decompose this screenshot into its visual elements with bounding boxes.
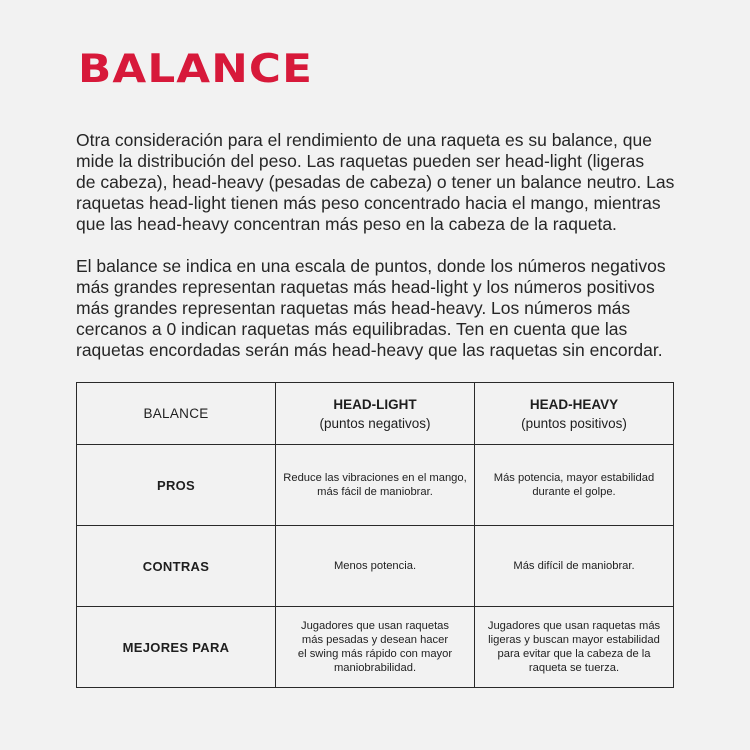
text-line: raquetas encordadas serán más head-heavy que las raquetas sin encordar. [76, 340, 663, 360]
cell-contras-head-heavy [475, 526, 674, 607]
cell-pros-head-light [276, 445, 475, 526]
cell-line: Menos potencia. [333, 560, 417, 572]
table-row-mejores-para [77, 607, 674, 688]
text-line: cercanos a 0 indican raquetas más equilibradas. Ten en cuenta que las [76, 319, 628, 339]
header-head-heavy-subtitle: (puntos positivos) [521, 415, 627, 431]
cell-mejores-head-heavy [475, 607, 674, 688]
cell-line: Más potencia, mayor estabilidad [493, 472, 655, 484]
text-line: más grandes representan raquetas más head-heavy. Los números más [76, 298, 631, 318]
cell-line: Reduce las vibraciones en el mango, [283, 472, 467, 484]
cell-line: para evitar que la cabeza de la [497, 648, 651, 660]
cell-line: Más difícil de maniobrar. [513, 560, 635, 572]
row-label-pros: PROS [77, 445, 276, 526]
row-label-mejores-para: MEJORES PARA [77, 607, 276, 688]
text-line: Otra consideración para el rendimiento de una raqueta es su balance, que [76, 130, 652, 150]
header-head-light-subtitle: (puntos negativos) [319, 415, 431, 431]
row-label-contras: CONTRAS [77, 526, 276, 607]
intro-paragraph-2 [76, 256, 696, 361]
header-head-light-cell [276, 383, 475, 445]
cell-line: maniobrabilidad. [333, 662, 417, 674]
text-line: El balance se indica en una escala de puntos, donde los números negativos [76, 256, 666, 276]
cell-line: más pesadas y desean hacer [301, 634, 449, 646]
header-head-light-title: HEAD-LIGHT [333, 396, 417, 412]
cell-line: más fácil de maniobrar. [317, 486, 433, 498]
intro-text [76, 130, 696, 382]
header-head-heavy-title: HEAD-HEAVY [529, 396, 619, 412]
table-row-pros [77, 445, 674, 526]
balance-table [76, 382, 674, 688]
text-line: mide la distribución del peso. Las raquetas pueden ser head-light (ligeras [76, 151, 645, 171]
cell-line: Jugadores que usan raquetas [300, 620, 450, 632]
text-line: de cabeza), head-heavy (pesadas de cabeza) o tener un balance neutro. Las [76, 172, 675, 192]
header-label-cell: BALANCE [77, 383, 276, 445]
text-line: más grandes representan raquetas más head-light y los números positivos [76, 277, 655, 297]
cell-mejores-head-light [276, 607, 475, 688]
intro-paragraph-1 [76, 130, 696, 235]
cell-pros-head-heavy [475, 445, 674, 526]
cell-contras-head-light [276, 526, 475, 607]
text-line: raquetas head-light tienen más peso concentrado hacia el mango, mientras [76, 193, 661, 213]
cell-line: el swing más rápido con mayor [297, 648, 453, 660]
page-title: BALANCE [78, 47, 314, 92]
cell-line: ligeras y buscan mayor estabilidad [488, 634, 660, 646]
table-row-contras [77, 526, 674, 607]
cell-line: Jugadores que usan raquetas más [487, 620, 661, 632]
cell-line: raqueta se tuerza. [528, 662, 620, 674]
text-line: que las head-heavy concentran más peso en la cabeza de la raqueta. [76, 214, 617, 234]
header-head-heavy-cell [475, 383, 674, 445]
cell-line: durante el golpe. [532, 486, 616, 498]
table-header-row [77, 383, 674, 445]
